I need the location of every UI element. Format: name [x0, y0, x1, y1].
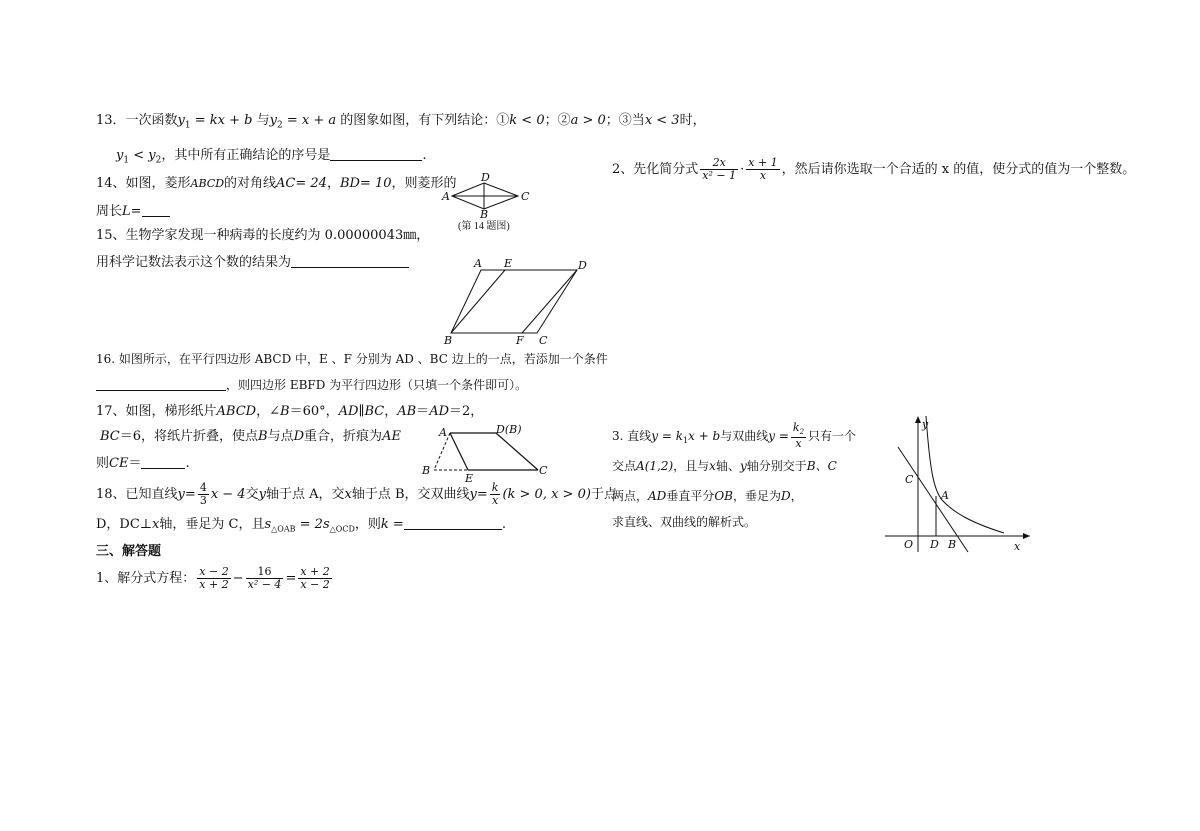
- q14-label-d: D: [481, 171, 490, 184]
- p3-label-b: B: [948, 538, 957, 551]
- q15-line2: 用科学记数法表示这个数的结果为: [96, 255, 409, 269]
- q13-line1: 13．一次函数$y_1$ = kx + b 与$y_2 = x + a$ 的图象如图，有下列结论：①k < 0；②a > 0；③当x < 3时，: [96, 113, 706, 131]
- p3-line4: 求直线、双曲线的解析式。: [612, 515, 757, 529]
- q15-answer-blank[interactable]: [291, 255, 409, 268]
- q18-line1: 18、已知直线y= $\frac{4}{3}$ x − 4交y轴于点 A，交x轴于点 B，交双曲线y= $\frac{k}{x}$ (k > 0, x > 0)于点: [96, 481, 617, 508]
- p3-label-y: y: [922, 418, 929, 431]
- p3-line1: 3. 直线$y = k_1x + b$与双曲线y = $\frac{k_2}{x}$ 只有一个: [612, 421, 857, 450]
- p3-label-x: x: [1014, 540, 1021, 553]
- q18-line2: D，DC⊥x轴，垂足为 C，且$s_{\triangle OAB} = 2s_{\triangle OCD}$，则k = .: [96, 517, 506, 534]
- q17-line3: 则CE＝ .: [96, 456, 190, 471]
- q14-label-b: B: [480, 208, 489, 221]
- q17-line2: BC＝6，将纸片折叠，使点B与点D重合，折痕为AE: [100, 429, 401, 444]
- section-3-title: 三、解答题: [96, 544, 162, 559]
- q17-label-b: B: [422, 464, 431, 477]
- q14-rhombus-figure: [440, 172, 530, 234]
- q16-answer-blank[interactable]: [96, 378, 226, 391]
- q17-label-db: D(B): [496, 423, 522, 436]
- q17-answer-blank[interactable]: [141, 456, 185, 469]
- q16-line1: 16. 如图所示，在平行四边形 ABCD 中，E 、F 分别为 AD 、BC 边上的一点，若添加一个条件: [96, 352, 608, 366]
- q14-label-c: C: [521, 190, 530, 203]
- p3-graph-figure: [880, 412, 1040, 557]
- q14-answer-blank[interactable]: [142, 204, 170, 217]
- q18-answer-blank[interactable]: [404, 517, 502, 530]
- q16-label-a: A: [474, 257, 482, 270]
- p3-line3: 两点，AD垂直平分OB，垂足为D，: [612, 489, 803, 503]
- p3-label-o: O: [904, 538, 914, 551]
- p3-label-a: A: [941, 489, 949, 502]
- q14-line1: 14、如图，菱形ABCD的对角线AC= 24，BD= 10，则菱形的: [96, 176, 457, 191]
- q17-label-e: E: [465, 472, 474, 485]
- q17-line1: 17、如图，梯形纸片ABCD，∠B＝60°，AD∥BC，AB＝AD＝2，: [96, 404, 484, 419]
- q16-parallelogram-figure: [440, 256, 600, 346]
- p3-label-d: D: [930, 538, 939, 551]
- q16-label-f: F: [516, 334, 524, 347]
- q16-label-b: B: [444, 334, 453, 347]
- q14-label-a: A: [442, 190, 450, 203]
- q14-line2: 周长L=: [96, 204, 170, 218]
- q13-line2: $y_1 < y_2$，其中所有正确结论的序号是 .: [116, 148, 427, 166]
- q17-trapezoid-figure: [420, 422, 560, 484]
- q15-line1: 15、生物学家发现一种病毒的长度约为 0.00000043㎜，: [96, 228, 430, 243]
- q13-answer-blank[interactable]: [330, 148, 422, 161]
- q16-label-e: E: [504, 257, 513, 270]
- q17-label-a: A: [439, 426, 447, 439]
- p3-label-c: C: [905, 473, 914, 486]
- p2-problem: 2、先化简分式 $\frac{2x}{\text{x² − 1}}$ · $\frac{x + 1}{x}$ ，然后请你选取一个合适的 x 的值，使分式的值为一个整数。: [612, 156, 1136, 183]
- p3-line2: 交点A(1,2)，且与x轴、y轴分别交于B、C: [612, 459, 837, 473]
- q16-label-c: C: [539, 334, 548, 347]
- q16-label-d: D: [578, 259, 587, 272]
- q14-caption: (第 14 题图): [458, 221, 510, 232]
- p1-equation: 1、解分式方程： $\frac{x - 2}{x + 2}$ − $\frac{16}{\text{x² − 4}}$ = $\frac{x + 2}{x - 2}$: [96, 565, 330, 592]
- q16-line2: ，则四边形 EBFD 为平行四边形（只填一个条件即可）。: [96, 378, 527, 391]
- q17-label-c: C: [539, 464, 548, 477]
